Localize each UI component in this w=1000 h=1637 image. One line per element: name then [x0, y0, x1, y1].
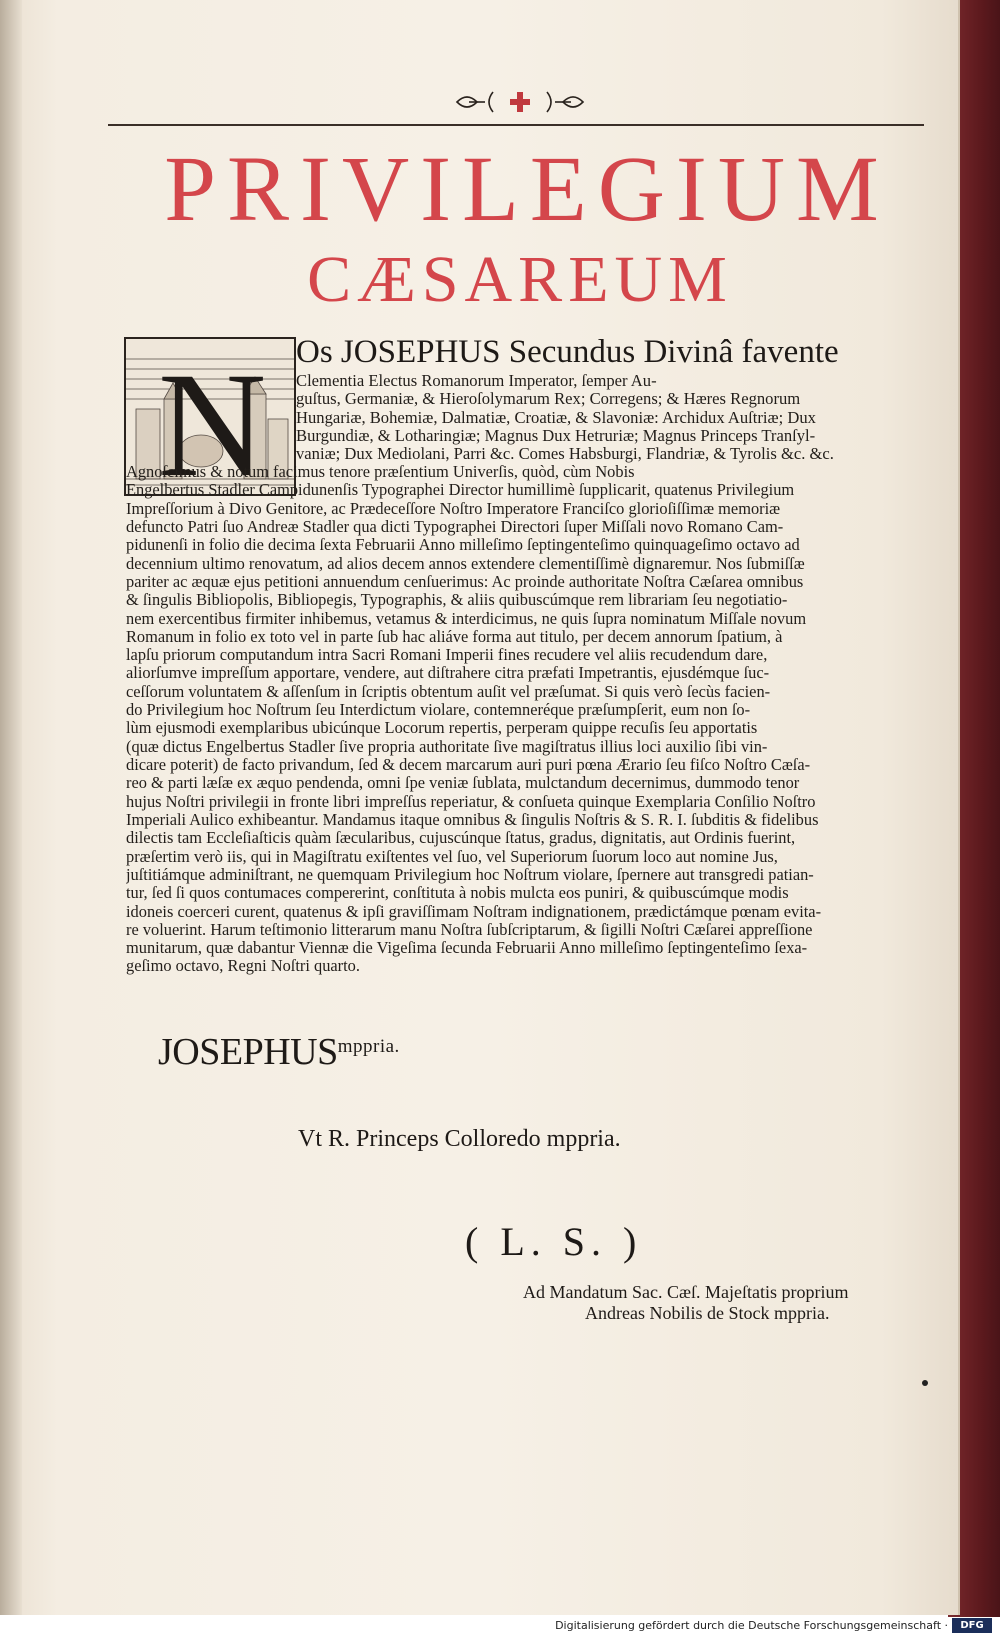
text-line: dicare poterit) de facto privandum, ſed & decem marcarum auri puri pœna Ærario ſeu fiſco Noſtro Cæſa-	[126, 756, 811, 774]
cross-ornament-icon	[455, 88, 585, 116]
text-line: hujus Noſtri privilegii in fronte libri impreſſus reperiatur, & conſueta quinque Exemplaria Conſilio Noſtro	[126, 792, 816, 811]
ink-spot	[922, 1380, 928, 1386]
text-line: Romanum in folio ex toto vel in parte ſub hac aliáve forma aut titulo, per decem annorum ſpatium, à	[126, 627, 783, 646]
text-line: do Privilegium hoc Noſtrum ſeu Interdictum violare, contemneréque præſumpſerit, eum non ſo-	[126, 701, 751, 720]
text-line: pidunenſi in folio die decima ſexta Februarii Anno milleſimo ſeptingenteſimo quinquageſimo octavo ad	[126, 536, 800, 555]
text-line: Agnoſcimus & notum facimus tenore præſentium Univerſis, quòd, cùm Nobis	[126, 463, 635, 481]
text-line: (quæ dictus Engelbertus Stadler ſive propria authoritate ſive magiſtratus illius loci auxilio ſibi vin-	[126, 737, 768, 756]
text-line: Hungariæ, Bohemiæ, Dalmatiæ, Croatiæ, & Slavoniæ: Archidux Auſtriæ; Dux	[296, 408, 816, 427]
page-gutter	[0, 0, 22, 1615]
mandate-signer: Andreas Nobilis de Stock mppria.	[585, 1303, 830, 1323]
text-line: præſertim verò iis, qui in Magiſtratu exiſtentes vel ſuo, vel Superiorum ſuorum loco aut nomine Jus,	[126, 847, 778, 866]
text-line: juſtitiámque adminiſtrant, ne quemquam Privilegium hoc Noſtrum violare, ſpernere aut transgredi patian-	[126, 865, 814, 884]
text-line: reo & parti læſæ ex æquo pendenda, omni ſpe veniæ ſublata, mulctandum decernimus, dummodo tenor	[126, 774, 800, 793]
text-line: lapſu priorum computandum intra Sacri Romani Imperii fines recudere vel aliis recudendum dare,	[126, 646, 768, 665]
countersignature: Vt R. Princeps Colloredo mppria.	[298, 1126, 621, 1152]
mandate-line: Ad Mandatum Sac. Cæſ. Majeſtatis proprium	[523, 1282, 849, 1302]
opening-line: Os JOSEPHUS Secundus Divinâ favente	[296, 334, 839, 370]
text-line: ceſſorum voluntatem & aſſenſum in ſcriptis obtentum auſit vel præſumat. Si quis verò ſecùs facien-	[126, 682, 771, 701]
page-title: PRIVILEGIUM	[164, 138, 890, 241]
text-line: re voluerint. Harum teſtimonio litterarum manu Noſtra ſubſcriptarum, & ſigilli Noſtri Cæſarei appreſſione	[126, 920, 813, 939]
text-line: Clementia Electus Romanorum Imperator, ſemper Au-	[296, 372, 657, 390]
text-line: pariter ac æquæ ejus petitioni annuendum cenſuerimus: Ac proinde authoritate Noſtra Cæſarea omnibus	[126, 572, 804, 591]
text-line: Imperiali Aulico exhibeantur. Mandamus itaque omnibus & ſingulis Noſtris & S. R. I. ſubditis & fidelibus	[126, 810, 819, 829]
seal-mark: ( L. S. )	[465, 1219, 643, 1264]
footer-credit: Digitalisierung gefördert durch die Deutsche Forschungsgemeinschaft ·	[555, 1619, 948, 1632]
text-line: lùm ejusmodi exemplaribus ubicúnque Locorum repertis, perperam quippe recuſis ſeu apportatis	[126, 719, 758, 738]
signature-name: JOSEPHUS	[158, 1031, 338, 1073]
text-line: Impreſſorium à Divo Genitore, ac Prædeceſſore Noſtro Imperatore Franciſco glorioſiſſimæ memoriæ	[126, 499, 781, 518]
text-line: tur, ſed ſi quos contumaces compererint, conſtituta à nobis mulcta eos puniri, & quibuscúmque modis	[126, 884, 789, 903]
text-line: munitarum, quæ dabantur Viennæ die Vigeſima ſecunda Februarii Anno milleſimo ſeptingenteſimo ſexa-	[126, 939, 808, 958]
text-line: idoneis coerceri curent, quatenus & ipſi graviſſimam Noſtram indignationem, prædictámque pœnam evita-	[126, 902, 822, 921]
imperial-signature	[158, 1030, 400, 1074]
svg-text:N: N	[158, 342, 267, 494]
text-line: geſimo octavo, Regni Noſtri quarto.	[126, 957, 360, 976]
text-line: & ſingulis Bibliopolis, Bibliopegis, Typographis, & aliis quibuscúmque rem librariam ſeu negotiatio-	[126, 591, 788, 610]
signature-suffix: mppria.	[337, 1036, 400, 1057]
text-line: nem exercentibus firmiter inhibemus, vetamus & interdicimus, ne quis ſupra nominatum Miſſale novum	[126, 609, 807, 628]
text-line: decennium ultimo renovatum, ad alios decem annos extendere clementiſſimè dignaremur. Nos ſubmiſſæ	[126, 554, 805, 573]
text-line: vaniæ; Dux Mediolani, Parri &c. Comes Habsburgi, Flandriæ, & Tyrolis &c. &c.	[296, 445, 834, 464]
initial-lines	[296, 372, 922, 463]
text-line: Engelbertus Stadler Campidunenſis Typographei Director humillimè ſupplicarit, quatenus Privilegium	[126, 481, 795, 500]
header-rule	[108, 124, 924, 126]
digitization-footer	[0, 1617, 1000, 1637]
text-line: dilectis tam Eccleſiaſticis quàm ſæcularibus, cujuscúnque ſtatus, gradus, dignitatis, aut Ordinis fuerint,	[126, 829, 796, 848]
body-text	[126, 463, 922, 976]
page-subtitle: CÆSAREUM	[307, 243, 733, 316]
dfg-logo: DFG	[952, 1618, 992, 1633]
text-line: Burgundiæ, & Lotharingiæ; Magnus Dux Hetruriæ; Magnus Princeps Tranſyl-	[296, 426, 816, 445]
text-line: guſtus, Germaniæ, & Hieroſolymarum Rex; Corregens; & Hæres Regnorum	[296, 390, 801, 409]
text-line: defuncto Patri ſuo Andreæ Stadler qua dicti Typographei Directori ſuper Miſſali novo Romano Cam-	[126, 517, 784, 536]
text-line: aliorſumve impreſſum apportare, vendere, aut diſtrahere citra præfati Impetrantis, ejusdémque ſuc-	[126, 664, 770, 683]
